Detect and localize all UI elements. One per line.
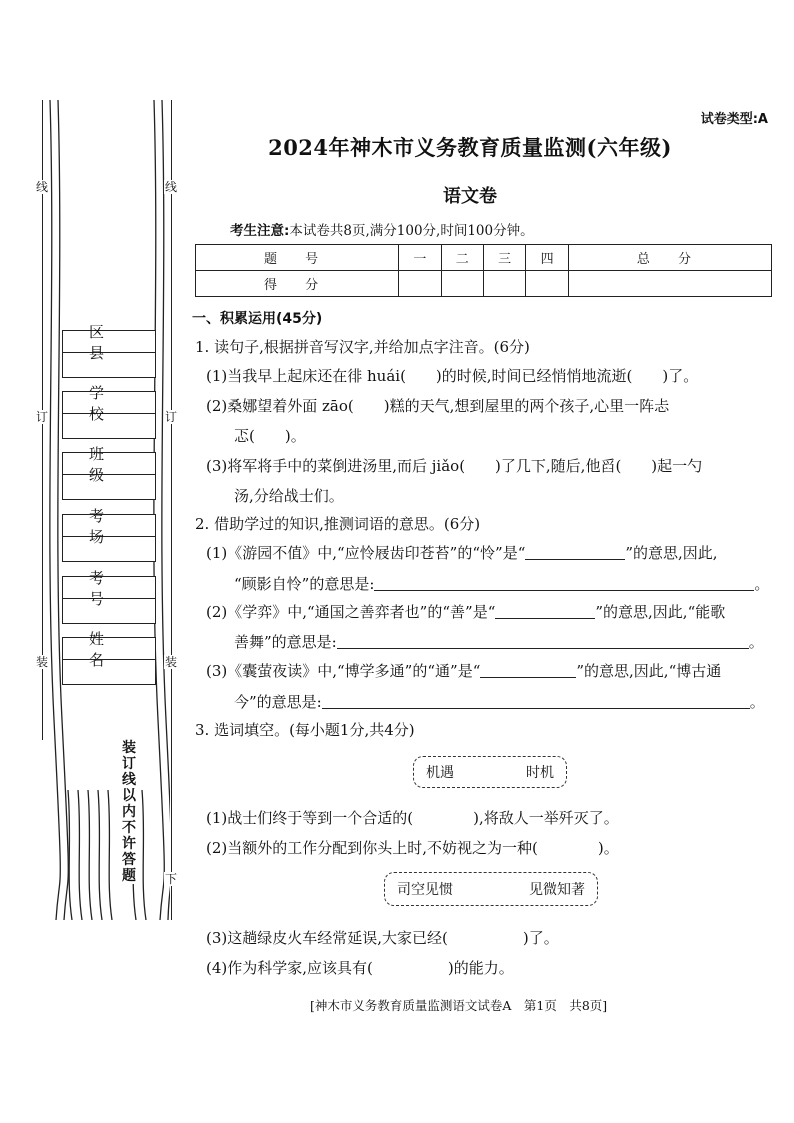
score-table-header-row bbox=[196, 245, 772, 271]
q2-1-blank-answer[interactable] bbox=[374, 574, 754, 591]
q2-stem: 2. 借助学过的知识,推测词语的意思。(6分) bbox=[195, 515, 481, 533]
score-cell-total[interactable] bbox=[568, 271, 771, 297]
district-field[interactable] bbox=[62, 322, 156, 378]
q2-3-period: 。 bbox=[749, 693, 765, 711]
q2-3-blank-answer[interactable] bbox=[322, 692, 750, 709]
q2-1-text-c: “顾影自怜”的意思是: bbox=[234, 575, 375, 593]
side-char-xia: 下 bbox=[164, 872, 177, 886]
side-char-ding-left: 订 bbox=[35, 410, 48, 424]
q2-3-text-a: (3)《囊萤夜读》中,“博学多通”的“通”是“ bbox=[206, 662, 481, 680]
q2-2-line1 bbox=[206, 602, 725, 622]
score-cell-3[interactable] bbox=[483, 271, 525, 297]
score-header-4: 四 bbox=[526, 245, 568, 271]
side-char-zhuang-left: 装 bbox=[35, 655, 48, 669]
exam-number-field[interactable] bbox=[62, 568, 156, 624]
paper-type: 试卷类型:A bbox=[700, 112, 768, 127]
side-char-ding-right: 订 bbox=[164, 410, 177, 424]
district-label: 区 县 bbox=[63, 331, 155, 353]
q2-1-period: 。 bbox=[754, 575, 770, 593]
q3-sentence3: (3)这趟绿皮火车经常延误,大家已经( )了。 bbox=[206, 929, 559, 947]
school-field[interactable] bbox=[62, 383, 156, 439]
score-cell-2[interactable] bbox=[441, 271, 483, 297]
q2-2-text-c: 善舞”的意思是: bbox=[234, 633, 337, 651]
class-field[interactable] bbox=[62, 444, 156, 500]
score-header-1: 一 bbox=[399, 245, 441, 271]
q1-line5: 汤,分给战士们。 bbox=[234, 487, 344, 505]
q2-3-blank-meaning[interactable] bbox=[480, 661, 576, 678]
q2-2-text-a: (2)《学弈》中,“通国之善弈者也”的“善”是“ bbox=[206, 603, 496, 621]
score-cell-1[interactable] bbox=[399, 271, 441, 297]
binding-warning: 装订线以内不许答题 bbox=[122, 740, 136, 884]
binding-line-right bbox=[171, 100, 172, 920]
q1-stem: 1. 读句子,根据拼音写汉字,并给加点字注音。(6分) bbox=[195, 338, 530, 356]
notice-text: 本试卷共8页,满分100分,时间100分钟。 bbox=[289, 223, 534, 239]
score-header-2: 二 bbox=[441, 245, 483, 271]
score-header-total: 总 分 bbox=[568, 245, 771, 271]
school-label: 学 校 bbox=[63, 392, 155, 414]
q1-line1: (1)当我早上起床还在徘 huái( )的时候,时间已经悄悄地流逝( )了。 bbox=[206, 367, 699, 385]
score-row-label: 得 分 bbox=[196, 271, 399, 297]
q2-3-line1 bbox=[206, 661, 721, 681]
q2-2-blank-answer[interactable] bbox=[337, 632, 749, 649]
q2-3-text-c: 今”的意思是: bbox=[234, 693, 322, 711]
q2-1-text-a: (1)《游园不值》中,“应怜屐齿印苍苔”的“怜”是“ bbox=[206, 544, 526, 562]
word-choice-1b: 时机 bbox=[526, 765, 554, 781]
exam-room-label: 考 场 bbox=[63, 515, 155, 537]
q1-line3: 忑( )。 bbox=[234, 427, 306, 445]
side-char-zhuang-right: 装 bbox=[164, 655, 177, 669]
q2-2-blank-meaning[interactable] bbox=[495, 602, 595, 619]
q2-2-line2 bbox=[234, 632, 764, 652]
q1-line2: (2)桑娜望着外面 zāo( )糕的天气,想到屋里的两个孩子,心里一阵忐 bbox=[206, 397, 670, 415]
q3-stem: 3. 选词填空。(每小题1分,共4分) bbox=[195, 721, 415, 739]
q2-3-line2 bbox=[234, 692, 765, 712]
score-table bbox=[195, 244, 772, 297]
side-char-xian-right: 线 bbox=[164, 180, 177, 194]
page-footer: [神木市义务教育质量监测语文试卷A 第1页 共8页] bbox=[310, 998, 608, 1013]
q2-3-text-b: ”的意思,因此,“博古通 bbox=[576, 662, 722, 680]
page-title: 2024年神木市义务教育质量监测(六年级) bbox=[268, 135, 672, 160]
q2-2-text-b: ”的意思,因此,“能歌 bbox=[595, 603, 726, 621]
word-choice-box-1 bbox=[413, 756, 567, 788]
side-char-xian-left: 线 bbox=[35, 180, 48, 194]
score-table-score-row bbox=[196, 271, 772, 297]
q3-sentence1: (1)战士们终于等到一个合适的( ),将敌人一举歼灭了。 bbox=[206, 809, 619, 827]
page-subtitle: 语文卷 bbox=[443, 186, 497, 207]
word-choice-1a: 机遇 bbox=[426, 765, 454, 781]
name-label: 姓 名 bbox=[63, 638, 155, 660]
name-field[interactable] bbox=[62, 629, 156, 685]
q2-1-text-b: ”的意思,因此, bbox=[625, 544, 718, 562]
word-choice-2b: 见微知著 bbox=[529, 882, 585, 898]
q2-1-line1 bbox=[206, 543, 718, 563]
q2-1-blank-meaning[interactable] bbox=[525, 543, 625, 560]
exam-number-label: 考 号 bbox=[63, 577, 155, 599]
exam-notice bbox=[230, 219, 534, 239]
score-header-label: 题 号 bbox=[196, 245, 399, 271]
q1-line4: (3)将军将手中的菜倒进汤里,而后 jiǎo( )了几下,随后,他舀( )起一勺 bbox=[206, 457, 703, 475]
q3-sentence2: (2)当额外的工作分配到你头上时,不妨视之为一种( )。 bbox=[206, 839, 619, 857]
q2-1-line2 bbox=[234, 574, 769, 594]
word-choice-2a: 司空见惯 bbox=[397, 882, 453, 898]
class-label: 班 级 bbox=[63, 453, 155, 475]
section-title: 一、积累运用(45分) bbox=[192, 311, 323, 327]
notice-label: 考生注意: bbox=[230, 223, 290, 239]
score-header-3: 三 bbox=[483, 245, 525, 271]
word-choice-box-2 bbox=[384, 872, 598, 906]
q2-2-period: 。 bbox=[748, 633, 764, 651]
q3-sentence4: (4)作为科学家,应该具有( )的能力。 bbox=[206, 959, 514, 977]
score-cell-4[interactable] bbox=[526, 271, 568, 297]
exam-room-field[interactable] bbox=[62, 506, 156, 562]
